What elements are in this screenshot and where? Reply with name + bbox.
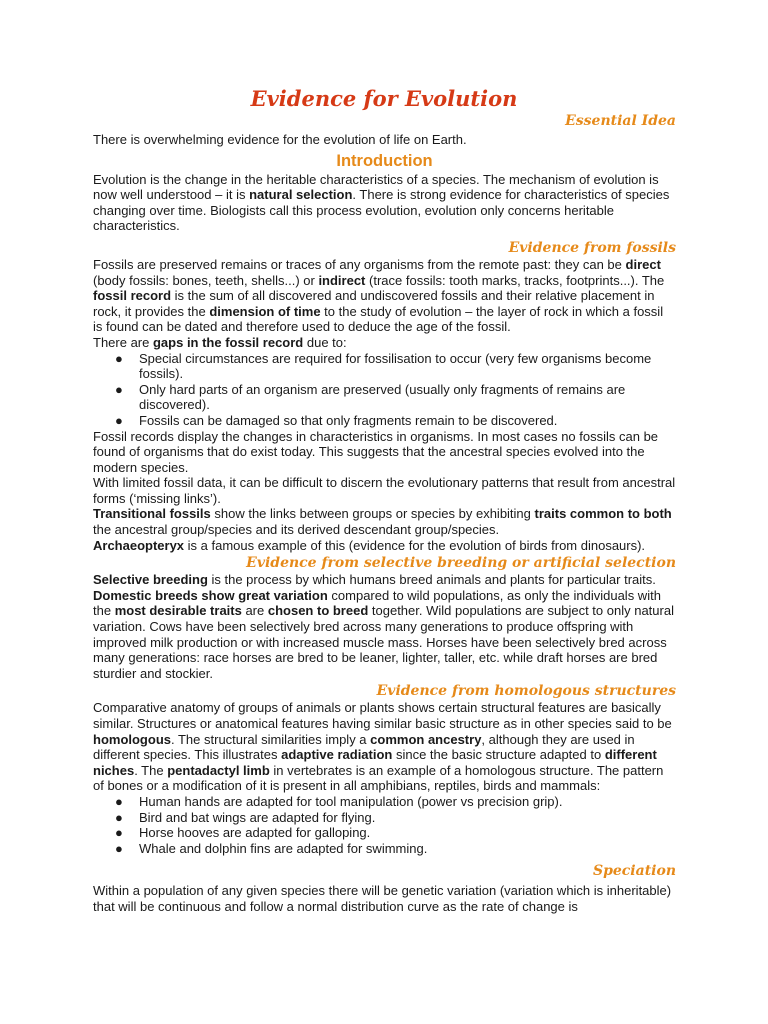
fossils-paragraph-3: Fossil records display the changes in characteristics in organisms. In most cases no fossils can be found of organisms that do exist today. This suggests that the ancestral species evolved into the modern species. — [93, 428, 659, 475]
bullet-icon: ● — [115, 809, 123, 825]
essential-idea-text: There is overwhelming evidence for the evolution of life on Earth. — [93, 132, 467, 147]
heading-essential-idea: Essential Idea — [565, 113, 676, 129]
pentadactyl-examples-list — [93, 794, 676, 856]
fossils-paragraph-1: Fossils are preserved remains or traces of any organisms from the remote past: they can be direct (body fossils: bones, teeth, shells...) or indirect (trace fossils: tooth marks, tracks, footprints...). The fossil record is the sum of all discovered and undiscovered fossils and their relative placement in rock, it provides the dimension of time to the study of evolution – the layer of rock in which a fossil is found can be dated and therefore used to deduce the age of the fossil. — [93, 256, 665, 335]
speciation-paragraph: Within a population of any given species there will be genetic variation (variation which is inheritable) that will be continuous and follow a normal distribution curve as the rate of change is — [93, 883, 672, 914]
list-item: ● Human hands are adapted for tool manipulation (power vs precision grip). — [115, 793, 563, 809]
fossils-paragraph-6: Archaeopteryx is a famous example of this (evidence for the evolution of birds from dinosaurs). — [93, 537, 646, 553]
fossils-paragraph-2: There are gaps in the fossil record due to: — [93, 334, 347, 350]
fossils-paragraph-4: With limited fossil data, it can be difficult to discern the evolutionary patterns that result from ancestral forms (‘missing links’). — [93, 475, 676, 506]
list-item: ● Whale and dolphin fins are adapted for swimming. — [115, 840, 428, 856]
list-item: ● Horse hooves are adapted for galloping. — [115, 825, 371, 841]
list-item: ● Only hard parts of an organism are preserved (usually only fragments of remains are discovered). — [115, 381, 626, 413]
bullet-icon: ● — [115, 840, 123, 856]
homologous-paragraph: Comparative anatomy of groups of animals or plants shows certain structural features are basically similar. Structures or anatomical features having similar basic structure as in other species said to be homologous. The structural similarities imply a common ancestry, although they are used in different species. This illustrates adaptive radiation since the basic structure adapted to different niches. The pentadactyl limb in vertebrates is an example of a homologous structure. The pattern of bones or a modification of it is present in all amphibians, reptiles, birds and mammals: — [93, 700, 672, 794]
list-item: ● Bird and bat wings are adapted for flying. — [115, 809, 376, 825]
heading-introduction: Introduction — [336, 151, 433, 170]
list-item: ● Special circumstances are required for fossilisation to occur (very few organisms become fossils). — [115, 350, 652, 382]
heading-selective-breeding: Evidence from selective breeding or artificial selection — [246, 555, 676, 572]
fossil-gaps-list — [93, 351, 676, 429]
heading-homologous-structures: Evidence from homologous structures — [376, 683, 676, 700]
bullet-icon: ● — [115, 381, 123, 397]
heading-fossils: Evidence from fossils — [508, 239, 676, 256]
bullet-icon: ● — [115, 825, 123, 841]
selective-breeding-paragraph: Selective breeding is the process by which humans breed animals and plants for particular traits. Domestic breeds show great variation compared to wild populations, as only the individuals with the most desirable traits are chosen to breed together. Wild populations are subject to only natural variation. Cows have been selectively bred across many generations to produce offspring with improved milk production or with increased muscle mass. Horses have been selectively bred across many generations: race horses are bred to be leaner, lighter, taller, etc. while draft horses are bred sturdier and stockier. — [93, 572, 674, 681]
document-body — [93, 112, 676, 915]
fossils-paragraph-5: Transitional fossils show the links between groups or species by exhibiting traits common to both the ancestral group/species and its derived descendant group/species. — [93, 506, 672, 538]
heading-speciation: Speciation — [592, 863, 676, 880]
bullet-icon: ● — [115, 412, 123, 428]
list-item: ● Fossils can be damaged so that only fragments remain to be discovered. — [115, 412, 558, 428]
introduction-paragraph: Evolution is the change in the heritable characteristics of a species. The mechanism of evolution is now well understood – it is natural selection. There is strong evidence for characteristics of species changing over time. Biologists call this process evolution, evolution only concerns heritable characteristics. — [93, 171, 670, 234]
bullet-icon: ● — [115, 350, 123, 366]
document-title: Evidence for Evolution — [250, 86, 518, 111]
bullet-icon: ● — [115, 793, 123, 809]
